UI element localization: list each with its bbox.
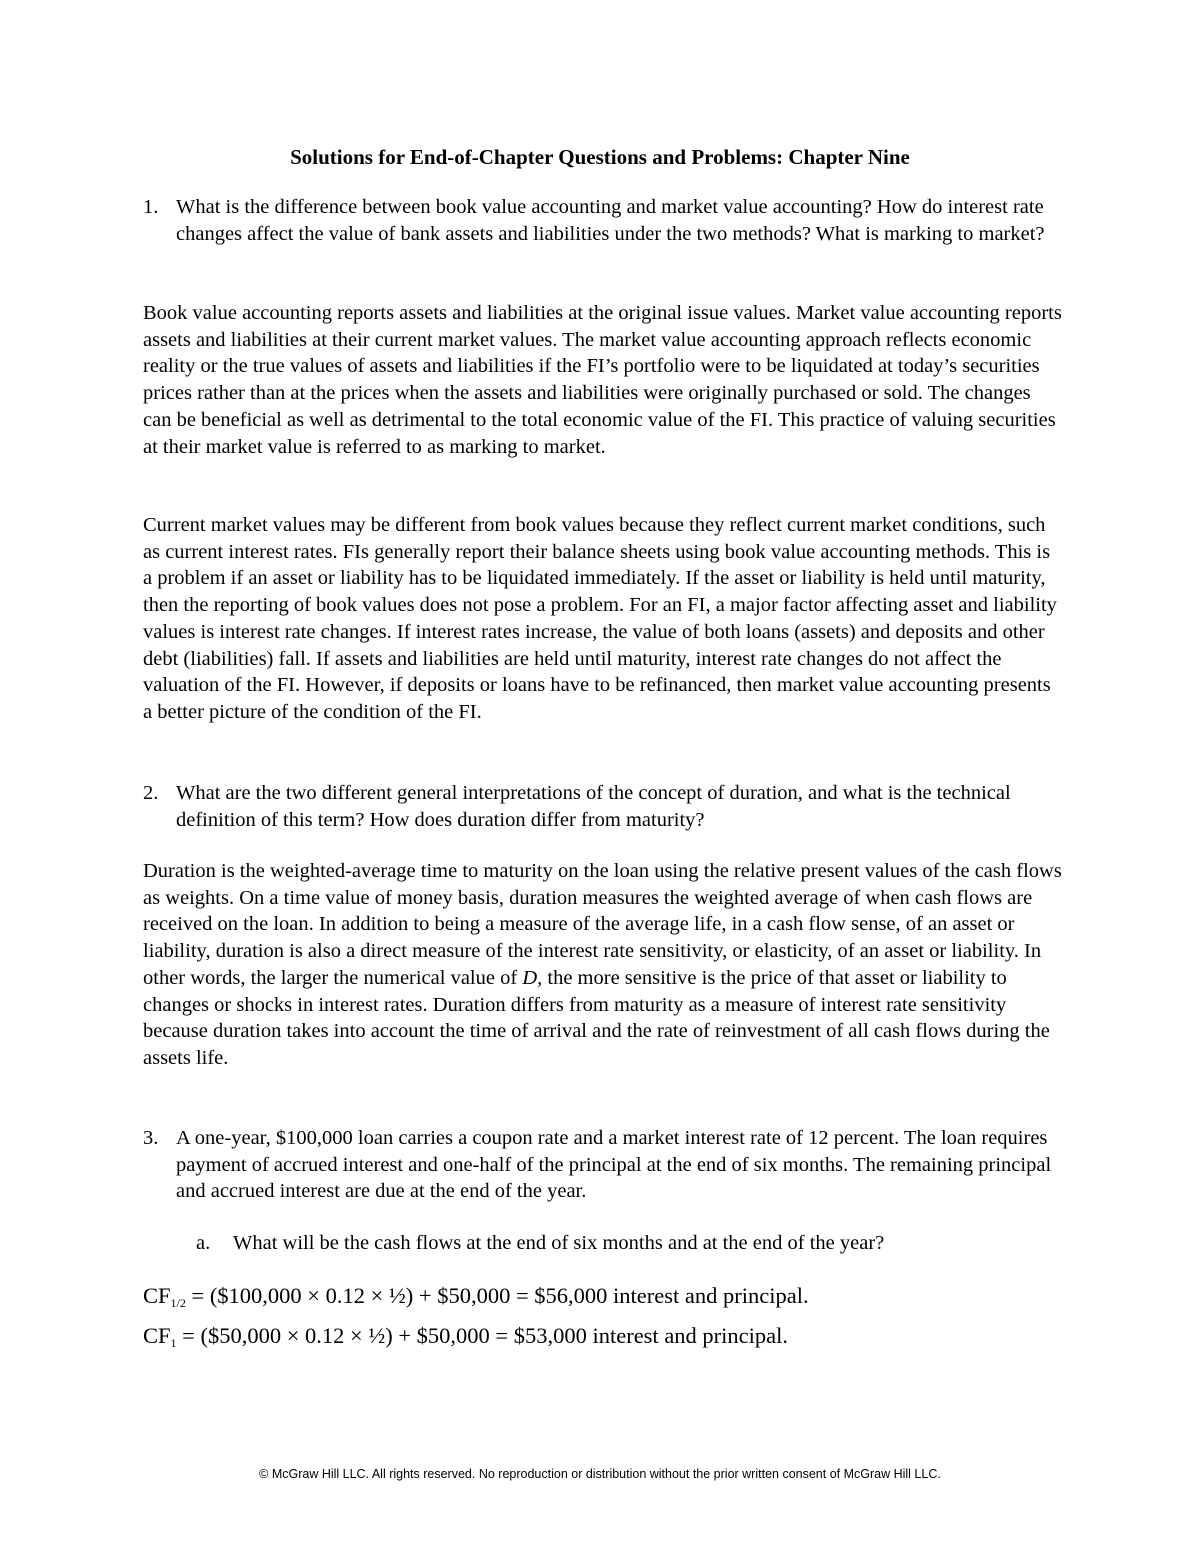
answer-2-text-end: the more sensitive is the price of that asset or liability to changes or shocks in interest rates. Duration differs from maturity as a measure of interest rate sensitivity because duration takes into account the time of arrival and the rate of reinvestment of all cash flows during the assets life. <box>143 966 1050 1069</box>
answer-1-paragraph-2: Current market values may be different from book values because they reflect current market conditions, such as current interest rates. FIs generally report their balance sheets using book value accounting methods. This is a problem if an asset or liability has to be liquidated immediately. If the asset or liability is held until maturity, then the reporting of book values does not pose a problem. For an FI, a major factor affecting asset and liability values is interest rate changes. If interest rates increase, the value of both loans (assets) and deposits and other debt (liabilities) fall. If assets and liabilities are held until maturity, interest rate changes do not affect the valuation of the FI. However, if deposits or loans have to be refinanced, then market value accounting presents a better picture of the condition of the FI. <box>143 514 1057 723</box>
equation-body: = ($100,000 × 0.12 × ½) + $50,000 = $56,000 interest and principal. <box>185 1283 809 1308</box>
cf-symbol: CF <box>143 1323 171 1348</box>
equation-cf-one <box>143 1322 788 1357</box>
cf-subscript: 1/2 <box>170 1296 186 1310</box>
answer-2-paragraph <box>143 858 1063 1072</box>
question-number: 2. <box>143 782 159 804</box>
copyright-footer: © McGraw Hill LLC. All rights reserved. No reproduction or distribution without the prior written consent of McGraw Hill LLC. <box>259 1467 941 1481</box>
equation-body: = ($50,000 × 0.12 × ½) + $50,000 = $53,000 interest and principal. <box>176 1323 789 1348</box>
subquestion-text: What will be the cash flows at the end of six months and at the end of the year? <box>233 1232 885 1254</box>
equation-cf-half <box>143 1282 809 1317</box>
question-text: What is the difference between book value accounting and market value accounting? How do interest rate changes affect the value of bank assets and liabilities under the two methods? What is marking to market? <box>176 196 1045 245</box>
duration-symbol: D, <box>522 966 543 989</box>
question-text: A one-year, $100,000 loan carries a coupon rate and a market interest rate of 12 percent. The loan requires payment of accrued interest and one-half of the principal at the end of six months. The remaining principal and accrued interest are due at the end of the year. <box>176 1127 1052 1203</box>
question-2 <box>143 780 1063 833</box>
subquestion-letter: a. <box>196 1232 211 1254</box>
question-text: What are the two different general interpretations of the concept of duration, and what is the technical definition of this term? How does duration differ from maturity? <box>176 782 1011 831</box>
question-3 <box>143 1125 1063 1205</box>
page-title: Solutions for End-of-Chapter Questions and Problems: Chapter Nine <box>290 145 910 169</box>
question-3a <box>196 1230 1056 1257</box>
question-1 <box>143 194 1063 247</box>
answer-1-paragraph-1: Book value accounting reports assets and liabilities at the original issue values. Market value accounting reports assets and liabilities at their current market values. The market value accounting approach reflects economic reality or the true values of assets and liabilities if the FI’s portfolio were to be liquidated at today’s securities prices rather than at the prices when the assets and liabilities were originally purchased or sold. The changes can be beneficial as well as detrimental to the total economic value of the FI. This practice of valuing securities at their market value is referred to as marking to market. <box>143 302 1062 458</box>
answer-2-text-start: Duration is the weighted-average time to maturity on the loan using the relative present values of the cash flows as weights. On a time value of money basis, duration measures the weighted average of when cash flows are received on the loan. In addition to being a measure of the average life, in a cash flow sense, of an asset or liability, duration is also a direct measure of the interest rate sensitivity, or elasticity, of an asset or liability. In other words, the larger the numerical value of <box>143 860 1062 989</box>
cf-symbol: CF <box>143 1283 171 1308</box>
cf-subscript: 1 <box>170 1336 177 1350</box>
question-number: 1. <box>143 196 159 218</box>
question-number: 3. <box>143 1127 159 1149</box>
